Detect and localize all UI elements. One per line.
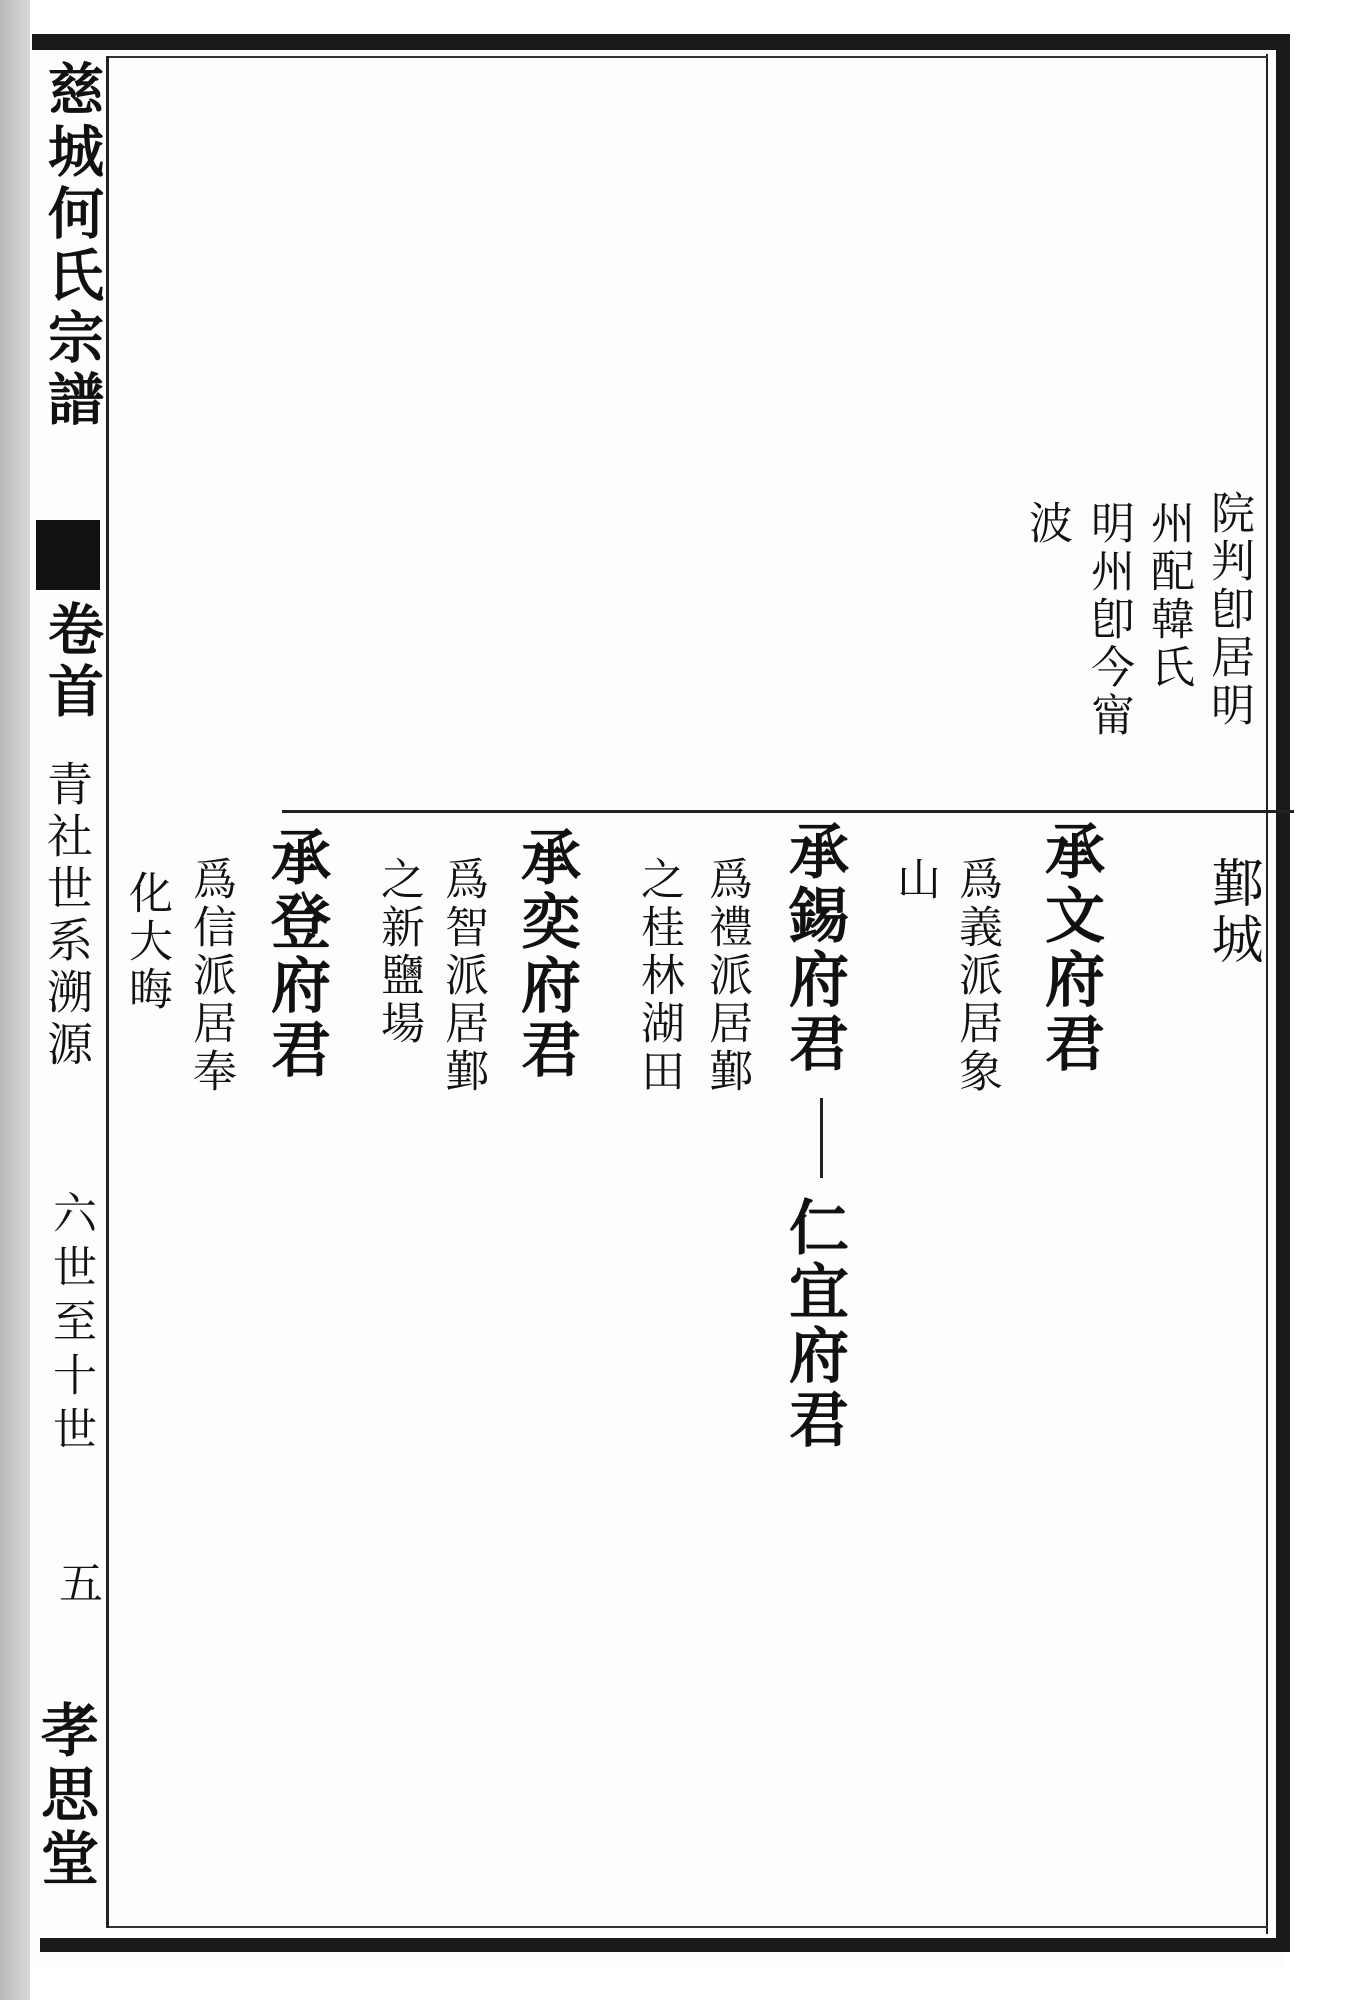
hall-name: 孝思堂 (31, 1700, 99, 1892)
generation-divider (282, 810, 1294, 813)
person-note: 山 (889, 856, 940, 904)
book-title: 慈城何氏宗譜 (39, 60, 105, 432)
frame-inner-top (108, 56, 1268, 58)
frame-border-top (32, 34, 1284, 50)
person-note: 化大晦 (121, 870, 172, 1014)
person-note: 之新鹽場 (373, 856, 424, 1048)
person-note: 之桂林湖田 (633, 856, 684, 1096)
upper-note-col-3: 明州卽今甯 (1083, 500, 1134, 740)
frame-inner-bottom (108, 1926, 1268, 1928)
person-note: 爲信派居奉 (185, 856, 236, 1096)
frame-inner-right (1266, 54, 1268, 1934)
person-name: 承錫府君 (779, 820, 849, 1076)
person-note: 爲義派居象 (951, 856, 1002, 1096)
person-note: 爲禮派居鄞 (701, 856, 752, 1096)
person-name: 承文府君 (1035, 820, 1105, 1076)
upper-note-col-1: 院判卽居明 (1203, 490, 1254, 730)
upper-note-col-4: 波 (1021, 500, 1072, 548)
person-name: 承奕府君 (511, 826, 581, 1082)
person-name: 承登府君 (261, 826, 331, 1082)
fishtail-mark (36, 520, 100, 590)
person-note: 爲智派居鄞 (437, 856, 488, 1096)
generation-range: 六世至十世 (45, 1190, 96, 1460)
place-label: 鄞城 (1202, 856, 1262, 968)
section-title: 青社世系溯源 (40, 760, 94, 1072)
lineage-connector (820, 1098, 823, 1178)
binding-edge (0, 0, 30, 2000)
volume-label: 卷首 (39, 600, 105, 724)
frame-border-bottom (40, 1938, 1284, 1952)
child-name: 仁宜府君 (779, 1196, 849, 1452)
frame-border-right (1276, 34, 1290, 1952)
fold-divider (106, 56, 109, 1928)
page-number: 五 (51, 1560, 102, 1608)
upper-note-col-2: 州配韓氏 (1143, 500, 1194, 692)
